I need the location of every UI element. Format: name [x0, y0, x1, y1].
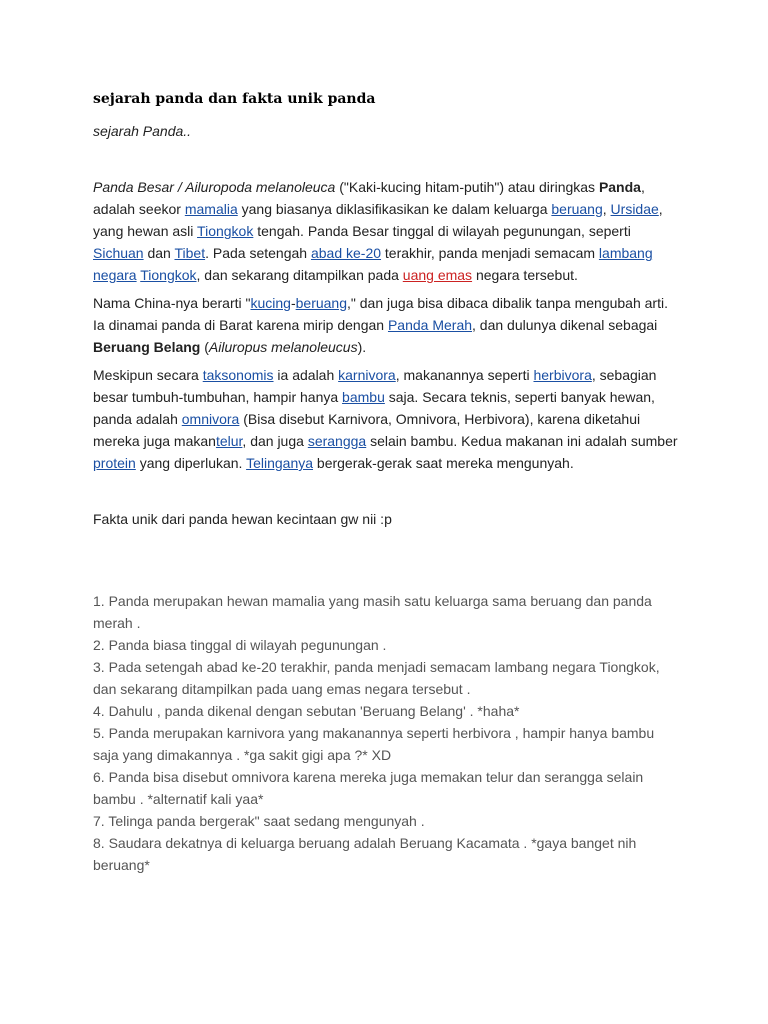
link-mamalia[interactable]: mamalia [184, 201, 238, 217]
text-run: , dan juga [242, 433, 308, 449]
link-kucing[interactable]: kucing [250, 295, 291, 311]
link-karnivora[interactable]: karnivora [338, 367, 396, 383]
link-uang-emas[interactable]: uang emas [402, 267, 473, 283]
paragraph-diet [93, 364, 683, 474]
text-run: ," dan juga bisa dibaca dibalik tanpa mengubah arti. Ia dinamai panda di Barat karena mirip dengan [93, 295, 668, 333]
link-panda-merah[interactable]: Panda Merah [387, 317, 473, 333]
text-run: bergerak-gerak saat mereka mengunyah. [313, 455, 574, 471]
link-tiongkok-2[interactable]: Tiongkok [140, 267, 197, 283]
bold-panda: Panda [598, 179, 641, 195]
text-run: - [290, 295, 296, 311]
text-run: tengah. Panda Besar tinggal di wilayah pegunungan, seperti [253, 223, 631, 239]
text-run: dan [143, 245, 175, 261]
list-item: 3. Pada setengah abad ke-20 terakhir, panda menjadi semacam lambang negara Tiongkok, dan sekarang ditampilkan pada uang emas negara tersebut . [93, 659, 660, 697]
list-item: 5. Panda merupakan karnivora yang makanannya seperti herbivora , hampir hanya bambu saja yang dimakannya . *ga sakit gigi apa ?* XD [93, 725, 655, 763]
link-telinganya[interactable]: Telinganya [246, 455, 314, 471]
text-run: (Bisa disebut Karnivora, Omnivora, Herbivora), karena diketahui mereka juga makan [93, 411, 641, 449]
link-tibet[interactable]: Tibet [174, 245, 206, 261]
text-run: , dan sekarang ditampilkan pada [196, 267, 403, 283]
text-run: Meskipun secara [93, 367, 203, 383]
link-serangga[interactable]: serangga [307, 433, 367, 449]
link-ursidae[interactable]: Ursidae [610, 201, 659, 217]
list-item: 2. Panda biasa tinggal di wilayah pegunungan . [93, 637, 387, 653]
fakta-heading: Fakta unik dari panda hewan kecintaan gw nii :p [93, 511, 392, 527]
scientific-name-2: Ailuropus melanoleucus [208, 339, 358, 355]
paragraph-name [93, 292, 683, 358]
link-taksonomis[interactable]: taksonomis [202, 367, 274, 383]
list-item: 8. Saudara dekatnya di keluarga beruang adalah Beruang Kacamata . *gaya banget nih beruang* [93, 835, 637, 873]
text-run: , [602, 201, 611, 217]
link-herbivora[interactable]: herbivora [533, 367, 592, 383]
list-item: 4. Dahulu , panda dikenal dengan sebutan 'Beruang Belang' . *haha* [93, 703, 520, 719]
text-run: saja. Secara teknis, seperti banyak hewan, panda adalah [93, 389, 655, 427]
link-beruang-2[interactable]: beruang [295, 295, 348, 311]
link-abad-ke-20[interactable]: abad ke-20 [310, 245, 382, 261]
link-protein[interactable]: protein [93, 455, 136, 471]
link-lambang-negara[interactable]: lambang negara [93, 245, 653, 283]
text-run: negara tersebut. [472, 267, 578, 283]
link-sichuan[interactable]: Sichuan [93, 245, 144, 261]
link-telur[interactable]: telur [215, 433, 243, 449]
text-run: yang diperlukan. [135, 455, 247, 471]
document-page [93, 88, 683, 876]
document-title: sejarah panda dan fakta unik panda [93, 91, 376, 107]
text-run: Nama China-nya berarti " [93, 295, 251, 311]
paragraph-intro [93, 176, 683, 286]
facts-list [93, 590, 683, 876]
text-run: , adalah seekor [93, 179, 645, 217]
text-run: ( [200, 339, 209, 355]
list-item: 1. Panda merupakan hewan mamalia yang masih satu keluarga sama beruang dan panda merah . [93, 593, 652, 631]
text-run: selain bambu. Kedua makanan ini adalah sumber [366, 433, 678, 449]
scientific-name: Ailuropoda melanoleuca [185, 179, 336, 195]
text-run: , yang hewan asli [93, 201, 663, 239]
text-run: ("Kaki-kucing hitam-putih") atau diringkas [335, 179, 599, 195]
document-subtitle: sejarah Panda.. [93, 123, 192, 139]
text-run: yang biasanya diklasifikasikan ke dalam keluarga [237, 201, 552, 217]
text-run: ). [357, 339, 367, 355]
link-bambu[interactable]: bambu [342, 389, 385, 405]
link-omnivora[interactable]: omnivora [181, 411, 240, 427]
text-run: , sebagian besar tumbuh-tumbuhan, hampir hanya [93, 367, 657, 405]
panda-besar-text: Panda Besar [93, 179, 174, 195]
text-run: , dan dulunya dikenal sebagai [472, 317, 658, 333]
list-item: 7. Telinga panda bergerak" saat sedang mengunyah . [93, 813, 425, 829]
text-run: . Pada setengah [205, 245, 311, 261]
link-beruang[interactable]: beruang [551, 201, 603, 217]
text-run: , makanannya seperti [395, 367, 534, 383]
text-run: ia adalah [273, 367, 339, 383]
list-item: 6. Panda bisa disebut omnivora karena mereka juga memakan telur dan serangga selain bambu . *alternatif kali yaa* [93, 769, 644, 807]
separator-text: / [173, 179, 186, 195]
link-tiongkok[interactable]: Tiongkok [197, 223, 254, 239]
text-run: terakhir, panda menjadi semacam [381, 245, 599, 261]
bold-beruang-belang: Beruang Belang [93, 339, 201, 355]
